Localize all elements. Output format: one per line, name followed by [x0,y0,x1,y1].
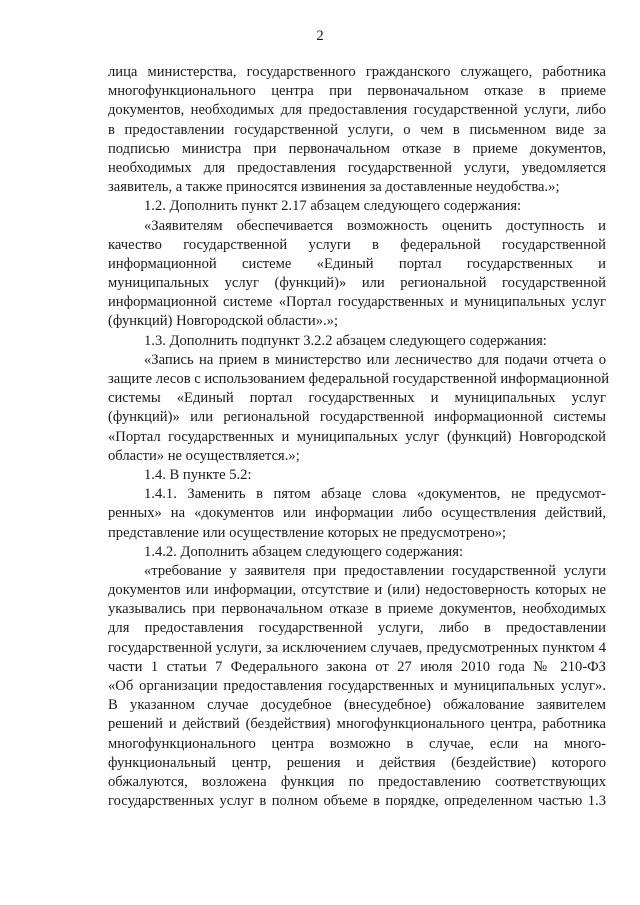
text-line: обжалуются, возложена функция по предоставлению соответствующих [108,773,606,790]
text-line: «Об организации предоставления государственных и муниципальных услуг». [108,678,606,694]
text-line: информационной системе «Портал государственных и муниципальных услуг [108,294,606,311]
text-line: функциональный центр, решения и действия (бездействие) которого [108,754,606,771]
text-line: государственной услуги, за исключением случаев, предусмотренных пунктом 4 [108,639,606,656]
page-number: 2 [316,28,324,44]
text-line: «Заявителям обеспечивается возможность оценить доступность и [144,217,606,234]
text-line: документов, необходимых для предоставления государственной услуги, либо [108,102,606,119]
text-line: части 1 статьи 7 Федерального закона от 27 июля 2010 года № 210-ФЗ [108,658,606,675]
text-line: решений и действий (бездействия) многофункционального центра, работника [108,716,606,733]
text-line: системы «Единый портал государственных и муниципальных услуг [108,390,606,407]
text-line: необходимых для предоставления государственной услуги, уведомляется [108,159,606,176]
text-line: подписью министра при первоначальном отказе в приеме документов, [108,140,606,157]
text-line: заявитель, а также приносятся извинения за доставленные неудобства.»; [108,179,560,196]
text-line: области» не осуществляется.»; [108,447,300,464]
text-line: В указанном случае досудебное (внесудебное) обжалование заявителем [108,697,606,714]
text-line: 1.4.2. Дополнить абзацем следующего содержания: [144,543,464,560]
text-line: «Портал государственных и муниципальных услуг (функций) Новгородской [108,428,606,445]
text-line: представление или осуществление которых не предусмотрено»; [108,524,507,541]
text-line: качество государственной услуги в федеральной государственной [108,236,606,253]
text-line: (функций)» или региональной государственной информационной системы [108,409,606,426]
text-line: 1.2. Дополнить пункт 2.17 абзацем следующего содержания: [144,198,522,215]
text-line: «Запись на прием в министерство или лесничество для подачи отчета о [144,351,606,368]
text-line: защите лесов с использованием федеральной государственной информационной [108,371,610,387]
text-line: информационной системе «Единый портал государственных и [108,255,606,272]
text-line: (функций) Новгородской области».»; [108,313,338,330]
text-line: 1.3. Дополнить подпункт 3.2.2 абзацем следующего содержания: [144,332,547,349]
text-line: ренных» на «документов или информации либо осуществления действий, [108,505,606,522]
text-line: лица министерства, государственного гражданского служащего, работника [108,64,606,80]
document-body-text [108,63,610,811]
text-line: многофункционального центра при первоначальном отказе в приеме [108,83,606,100]
text-line: «требование у заявителя при предоставлении государственной услуги [144,562,606,579]
text-line: для предоставления государственной услуги, либо в предоставлении [108,620,606,637]
text-line: в предоставлении государственной услуги, о чем в письменном виде за [108,121,606,138]
text-line: 1.4.1. Заменить в пятом абзаце слова «документов, не предусмот- [144,486,606,503]
text-line: документов или информации, отсутствие и (или) недостоверность которых не [108,582,606,599]
text-line: 1.4. В пункте 5.2: [144,466,252,483]
text-line: государственных услуг в полном объеме в порядке, определенном частью 1.3 [108,793,606,810]
text-line: муниципальных услуг (функций)» или региональной государственной [108,275,606,292]
text-line: указывались при первоначальном отказе в приеме документов, необходимых [108,601,606,618]
text-line: многофункционального центра возможно в случае, если на много- [108,735,606,752]
